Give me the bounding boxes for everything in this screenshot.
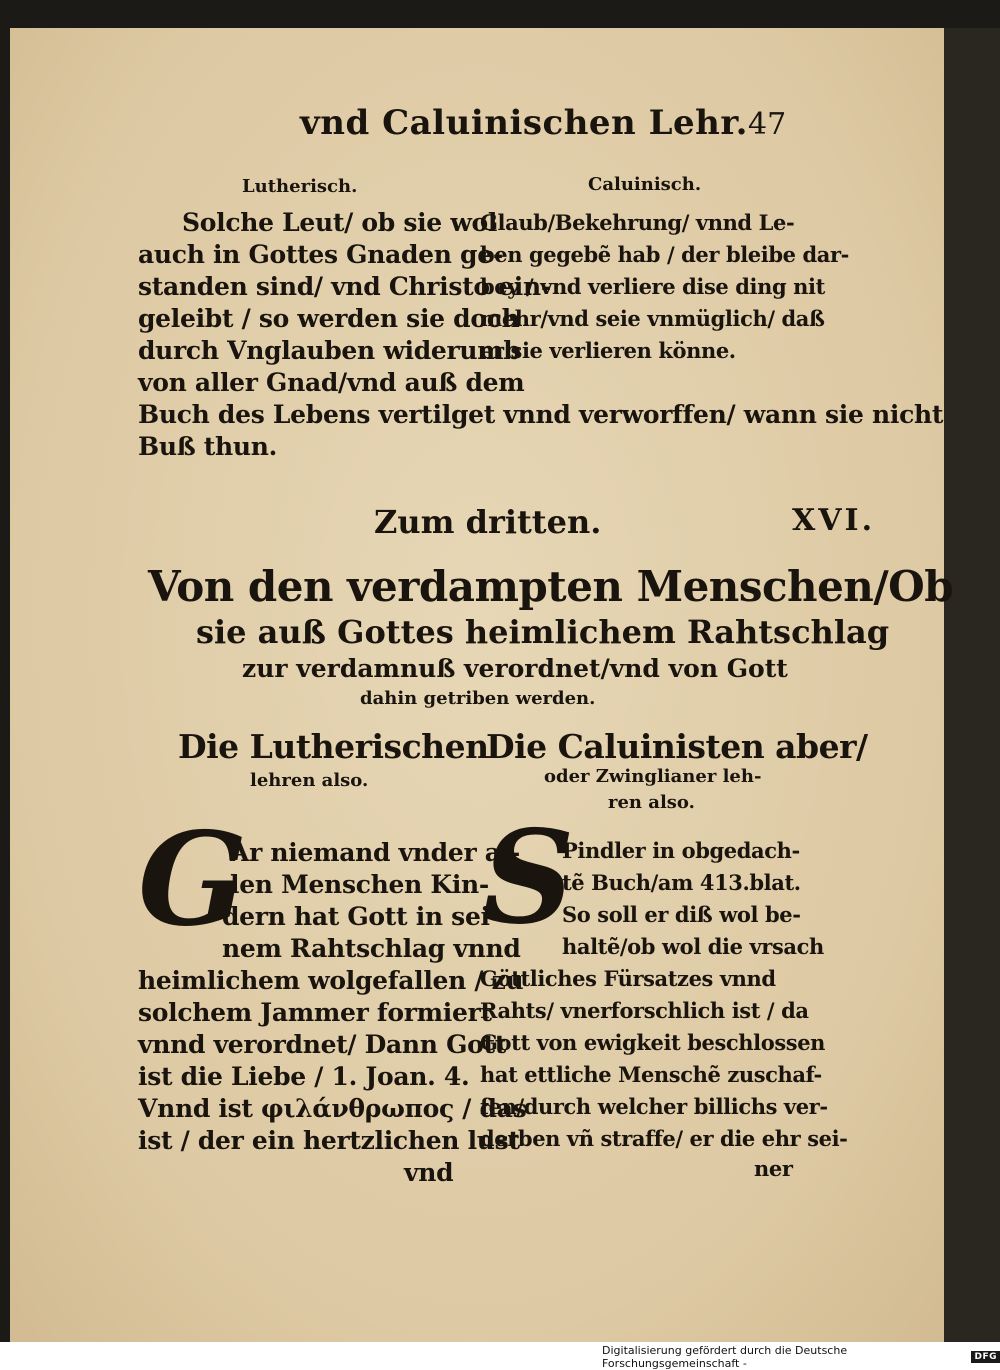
page-number: 47 [748,107,787,142]
catchword: vnd [404,1158,454,1187]
chapter-title-line: sie auß Gottes heimlichem Rahtschlag [196,613,890,651]
text-line: Vnnd ist φιλάνθρωπος / das [138,1094,527,1123]
dfg-logo: DFG [971,1351,1000,1363]
text-line: er sie verlieren könne. [480,338,736,363]
catchword: ner [754,1156,793,1181]
column-heading-lutherischen: Die Lutherischen [178,727,489,766]
text-line: dern hat Gott in sei- [222,902,500,931]
drop-capital-right: S [482,803,575,953]
text-line: mehr/vnd seie vnmüglich/ daß [480,306,825,331]
text-line: bey / vnd verliere dise ding nit [480,274,825,299]
text-line: durch Vnglauben widerumb [138,336,521,365]
text-line: Rahts/ vnerforschlich ist / da [480,998,809,1023]
text-line: nem Rahtschlag vnnd [222,934,521,963]
column-subheading: lehren also. [250,770,369,791]
page-edge-shadow [944,28,1000,1342]
text-line: Göttliches Fürsatzes vnnd [480,966,776,991]
text-line: standen sind/ vnd Christo ein- [138,272,551,301]
text-line: Pindler in obgedach- [562,838,800,863]
text-line: ben gegebẽ hab / der bleibe dar- [480,242,849,267]
text-line: hat ettliche Menschẽ zuschaf- [480,1062,822,1087]
column-label-lutherisch: Lutherisch. [242,176,358,197]
text-line: Ar niemand vnder al- [230,838,520,867]
text-line: auch in Gottes Gnaden ge- [138,240,503,269]
text-line: haltẽ/ob wol die vrsach [562,934,824,959]
text-line: So soll er diß wol be- [562,902,801,927]
chapter-title-line: Von den verdampten Menschen/Ob [148,562,954,611]
running-head: vnd Caluinischen Lehr. [300,103,749,143]
column-subheading: ren also. [608,792,695,813]
footer-text: Digitalisierung gefördert durch die Deutsche Forschungsgemeinschaft - [602,1344,848,1370]
section-number: XVI. [792,503,876,538]
column-subheading: oder Zwinglianer leh- [544,766,762,787]
text-line: Buß thun. [138,432,278,461]
text-line: fen/durch welcher billichs ver- [480,1094,828,1119]
text-line: Glaub/Bekehrung/ vnnd Le- [480,210,795,235]
text-line: solchem Jammer formiert [138,998,492,1027]
book-page [10,28,954,1342]
section-heading: Zum dritten. [374,503,602,541]
text-line: vnnd verordnet/ Dann Gott [138,1030,507,1059]
text-line: von aller Gnad/vnd auß dem [138,368,525,397]
text-line: derben vñ straffe/ er die ehr sei- [480,1126,848,1151]
drop-capital-left: G [138,805,248,955]
text-line: Buch des Lebens vertilget vnnd verworffen/ wann sie nicht [138,400,944,429]
text-line: tẽ Buch/am 413.blat. [562,870,801,895]
column-label-caluinisch: Caluinisch. [588,174,702,195]
column-heading-caluinisten: Die Caluinisten aber/ [486,727,868,766]
text-line: Gott von ewigkeit beschlossen [480,1030,826,1055]
text-line: ist die Liebe / 1. Joan. 4. [138,1062,470,1091]
text-line: ist / der ein hertzlichen lust [138,1126,520,1155]
text-line: heimlichem wolgefallen / zu [138,966,524,995]
text-line: geleibt / so werden sie doch [138,304,520,333]
digitization-footer [602,1344,1000,1370]
chapter-title-line: zur verdamnuß verordnet/vnd von Gott [242,654,788,683]
text-line: len Menschen Kin- [230,870,489,899]
chapter-title-line: dahin getriben werden. [360,688,596,709]
text-line: Solche Leut/ ob sie wol [182,208,498,237]
